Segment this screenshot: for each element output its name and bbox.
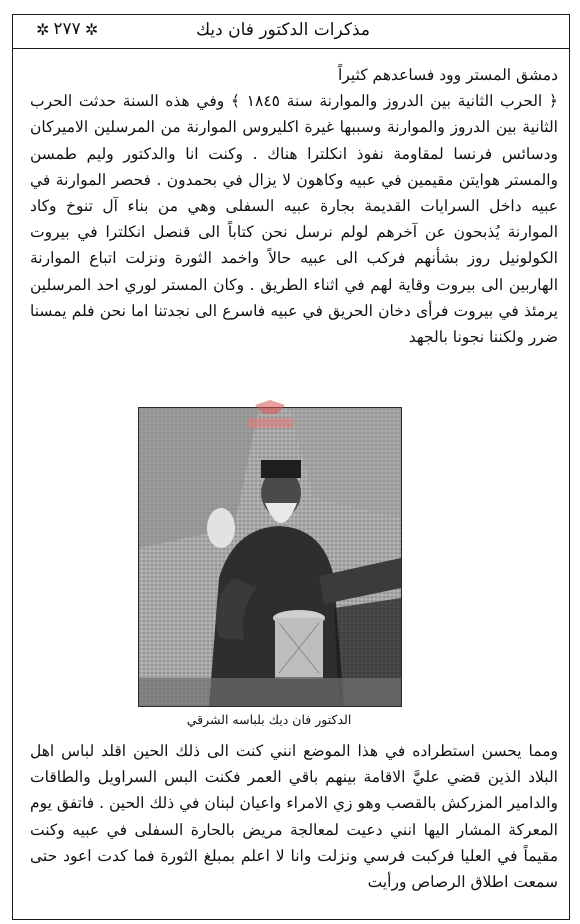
body-text-bottom <box>30 738 558 895</box>
page-number-block <box>36 19 98 39</box>
running-title: مذكرات الدكتور فان ديك <box>196 20 370 40</box>
page-header <box>12 14 570 49</box>
page-number: ٢٧٧ <box>53 19 81 39</box>
ornament-left-icon: ✲ <box>36 19 50 39</box>
ornament-right-icon: ✲ <box>84 19 99 39</box>
paragraph: ومما يحسن استطراده في هذا الموضع انني كنت الى ذلك الحين اقلد لباس اهل البلاد الذين قضي عليَّ الاقامة بينهم باقي العمر فكنت البس السراويل والطاقات والدامير المزركش بالقصب وهو زي الامراء واعيان لبنان في ذلك الحين . فاتفق يوم المعركة المشار اليها انني دعيت لمعالجة مريض بالحارة السفلى في عبيه وكنت مقيماً في العليا فركبت فرسي ونزلت وانا لا اعلم بمبلغ الثورة فما كدت اعود حتى سمعت اطلاق الرصاص ورأيت <box>30 742 558 892</box>
archive-watermark <box>215 400 325 460</box>
photo-caption: الدكتور فان ديك بلباسه الشرقي <box>186 712 352 727</box>
paragraph: ﴿ الحرب الثانية بين الدروز والموارنة سنة ١٨٤٥ ﴾ وفي هذه السنة حدثت الحرب الثانية بين الدروز والموارنة وسببها غيرة اكليروس الموارنة من المرسلين الاميركان ودسائس فرنسا لمقاومة نفوذ انكلترا هناك . وكنت انا والدكتور وليم طمسن والمستر هوايتن مقيمين في عبيه وكاهون لا يزال في بحمدون . فحصر الموارنة في عبيه داخل السرايات القديمة بجارة عبيه السفلى وهي من بناء آل تنوخ وكاد الموارنة يُذبحون عن آخرهم لولم نرسل نحن كتاباً الى قنصل انكلترا في بيروت الكولونيل روز بشأنهم فركب الى عبيه حالاً واخمد الثورة ونزلت اتباع الموارنة الهاربين الى بيروت وقاية لهم في اثناء الطريق . وكان المستر لوري احد المرسلين يرمئذ في بيروت فرأى دخان الحريق في عبيه فاسرع الى نجدتنا اما نحن فلم يمسنا ضرر ولكننا نجونا بالجهد <box>30 92 558 347</box>
body-text-top <box>30 62 558 350</box>
paragraph: دمشق المستر وود فساعدهم كثيراً <box>337 66 558 84</box>
